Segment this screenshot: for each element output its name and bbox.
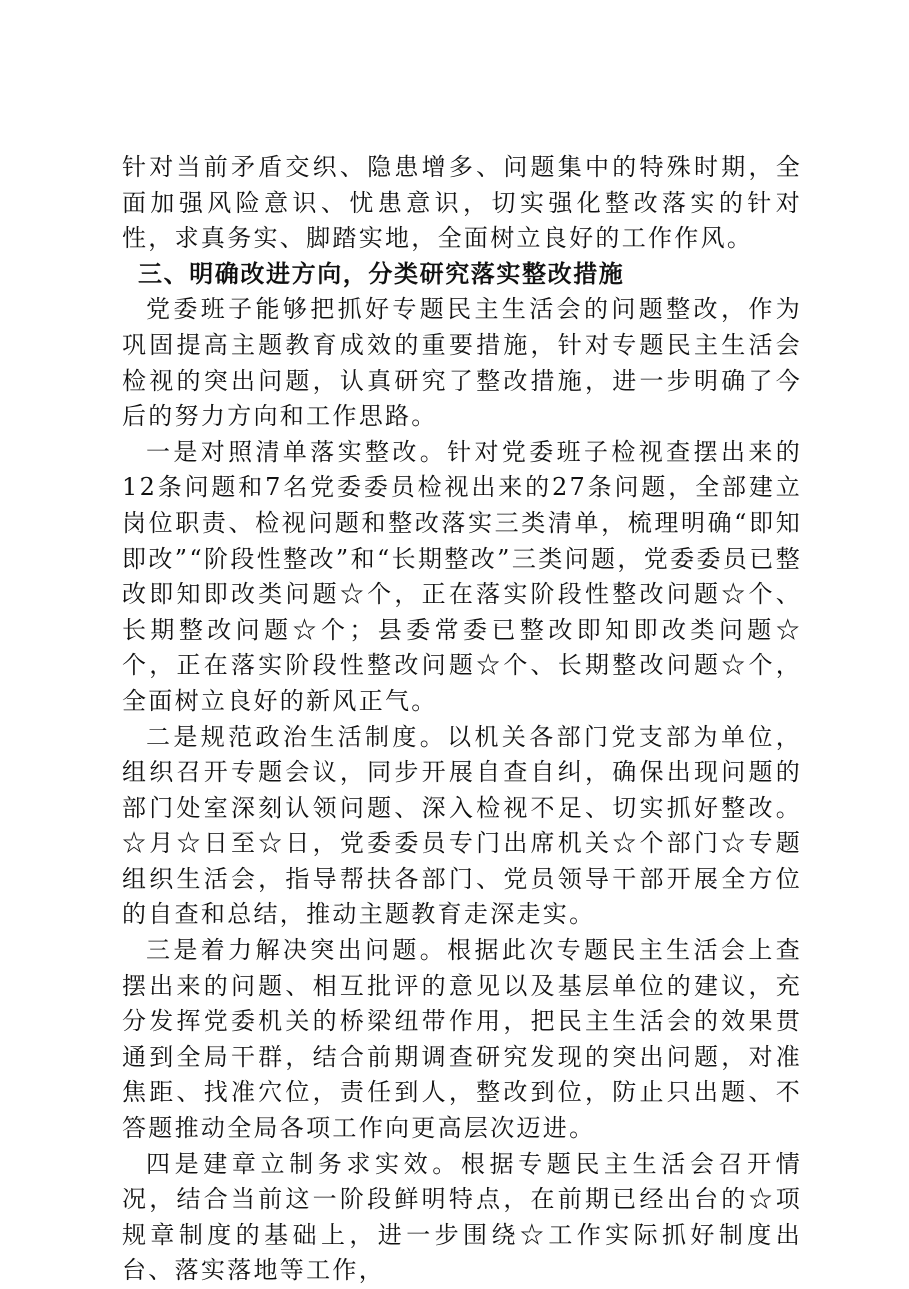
paragraph-item-4: 四是建章立制务求实效。根据专题民主生活会召开情况，结合当前这一阶段鲜明特点，在前期已经出台的☆项规章制度的基础上，进一步围绕☆工作实际抓好制度出台、落实落地等工作， (122, 1149, 802, 1285)
paragraph-intro: 针对当前矛盾交织、隐患增多、问题集中的特殊时期，全面加强风险意识、忧患意识，切实强化整改落实的针对性，求真务实、脚踏实地，全面树立良好的工作作风。 (122, 153, 802, 253)
paragraph-item-2: 二是规范政治生活制度。以机关各部门党支部为单位，组织召开专题会议，同步开展自查自纠，确保出现问题的部门处室深刻认领问题、深入检视不足、切实抓好整改。☆月☆日至☆日，党委委员专门出席机关☆个部门☆专题组织生活会，指导帮扶各部门、党员领导干部开展全方位的自查和总结，推动主题教育走深走实。 (122, 722, 802, 929)
paragraph-overview: 党委班子能够把抓好专题民主生活会的问题整改，作为巩固提高主题教育成效的重要措施，针对专题民主生活会检视的突出问题，认真研究了整改措施，进一步明确了今后的努力方向和工作思路。 (122, 295, 802, 431)
paragraph-item-3: 三是着力解决突出问题。根据此次专题民主生活会上查摆出来的问题、相互批评的意见以及基层单位的建议，充分发挥党委机关的桥梁纽带作用，把民主生活会的效果贯通到全局干群，结合前期调查研究发现的突出问题，对准焦距、找准穴位，责任到人，整改到位，防止只出题、不答题推动全局各项工作向更高层次迈进。 (122, 936, 802, 1143)
section-heading: 三、明确改进方向，分类研究落实整改措施 (138, 259, 625, 288)
document-page (122, 150, 802, 1289)
paragraph-item-1: 一是对照清单落实整改。针对党委班子检视查摆出来的12条问题和7名党委委员检视出来的27条问题，全部建立岗位职责、检视问题和整改落实三类清单，梳理明确“即知即改”“阶段性整改”和“长期整改”三类问题，党委委员已整改即知即改类问题☆个，正在落实阶段性整改问题☆个、长期整改问题☆个；县委常委已整改即知即改类问题☆个，正在落实阶段性整改问题☆个、长期整改问题☆个，全面树立良好的新风正气。 (122, 437, 802, 715)
